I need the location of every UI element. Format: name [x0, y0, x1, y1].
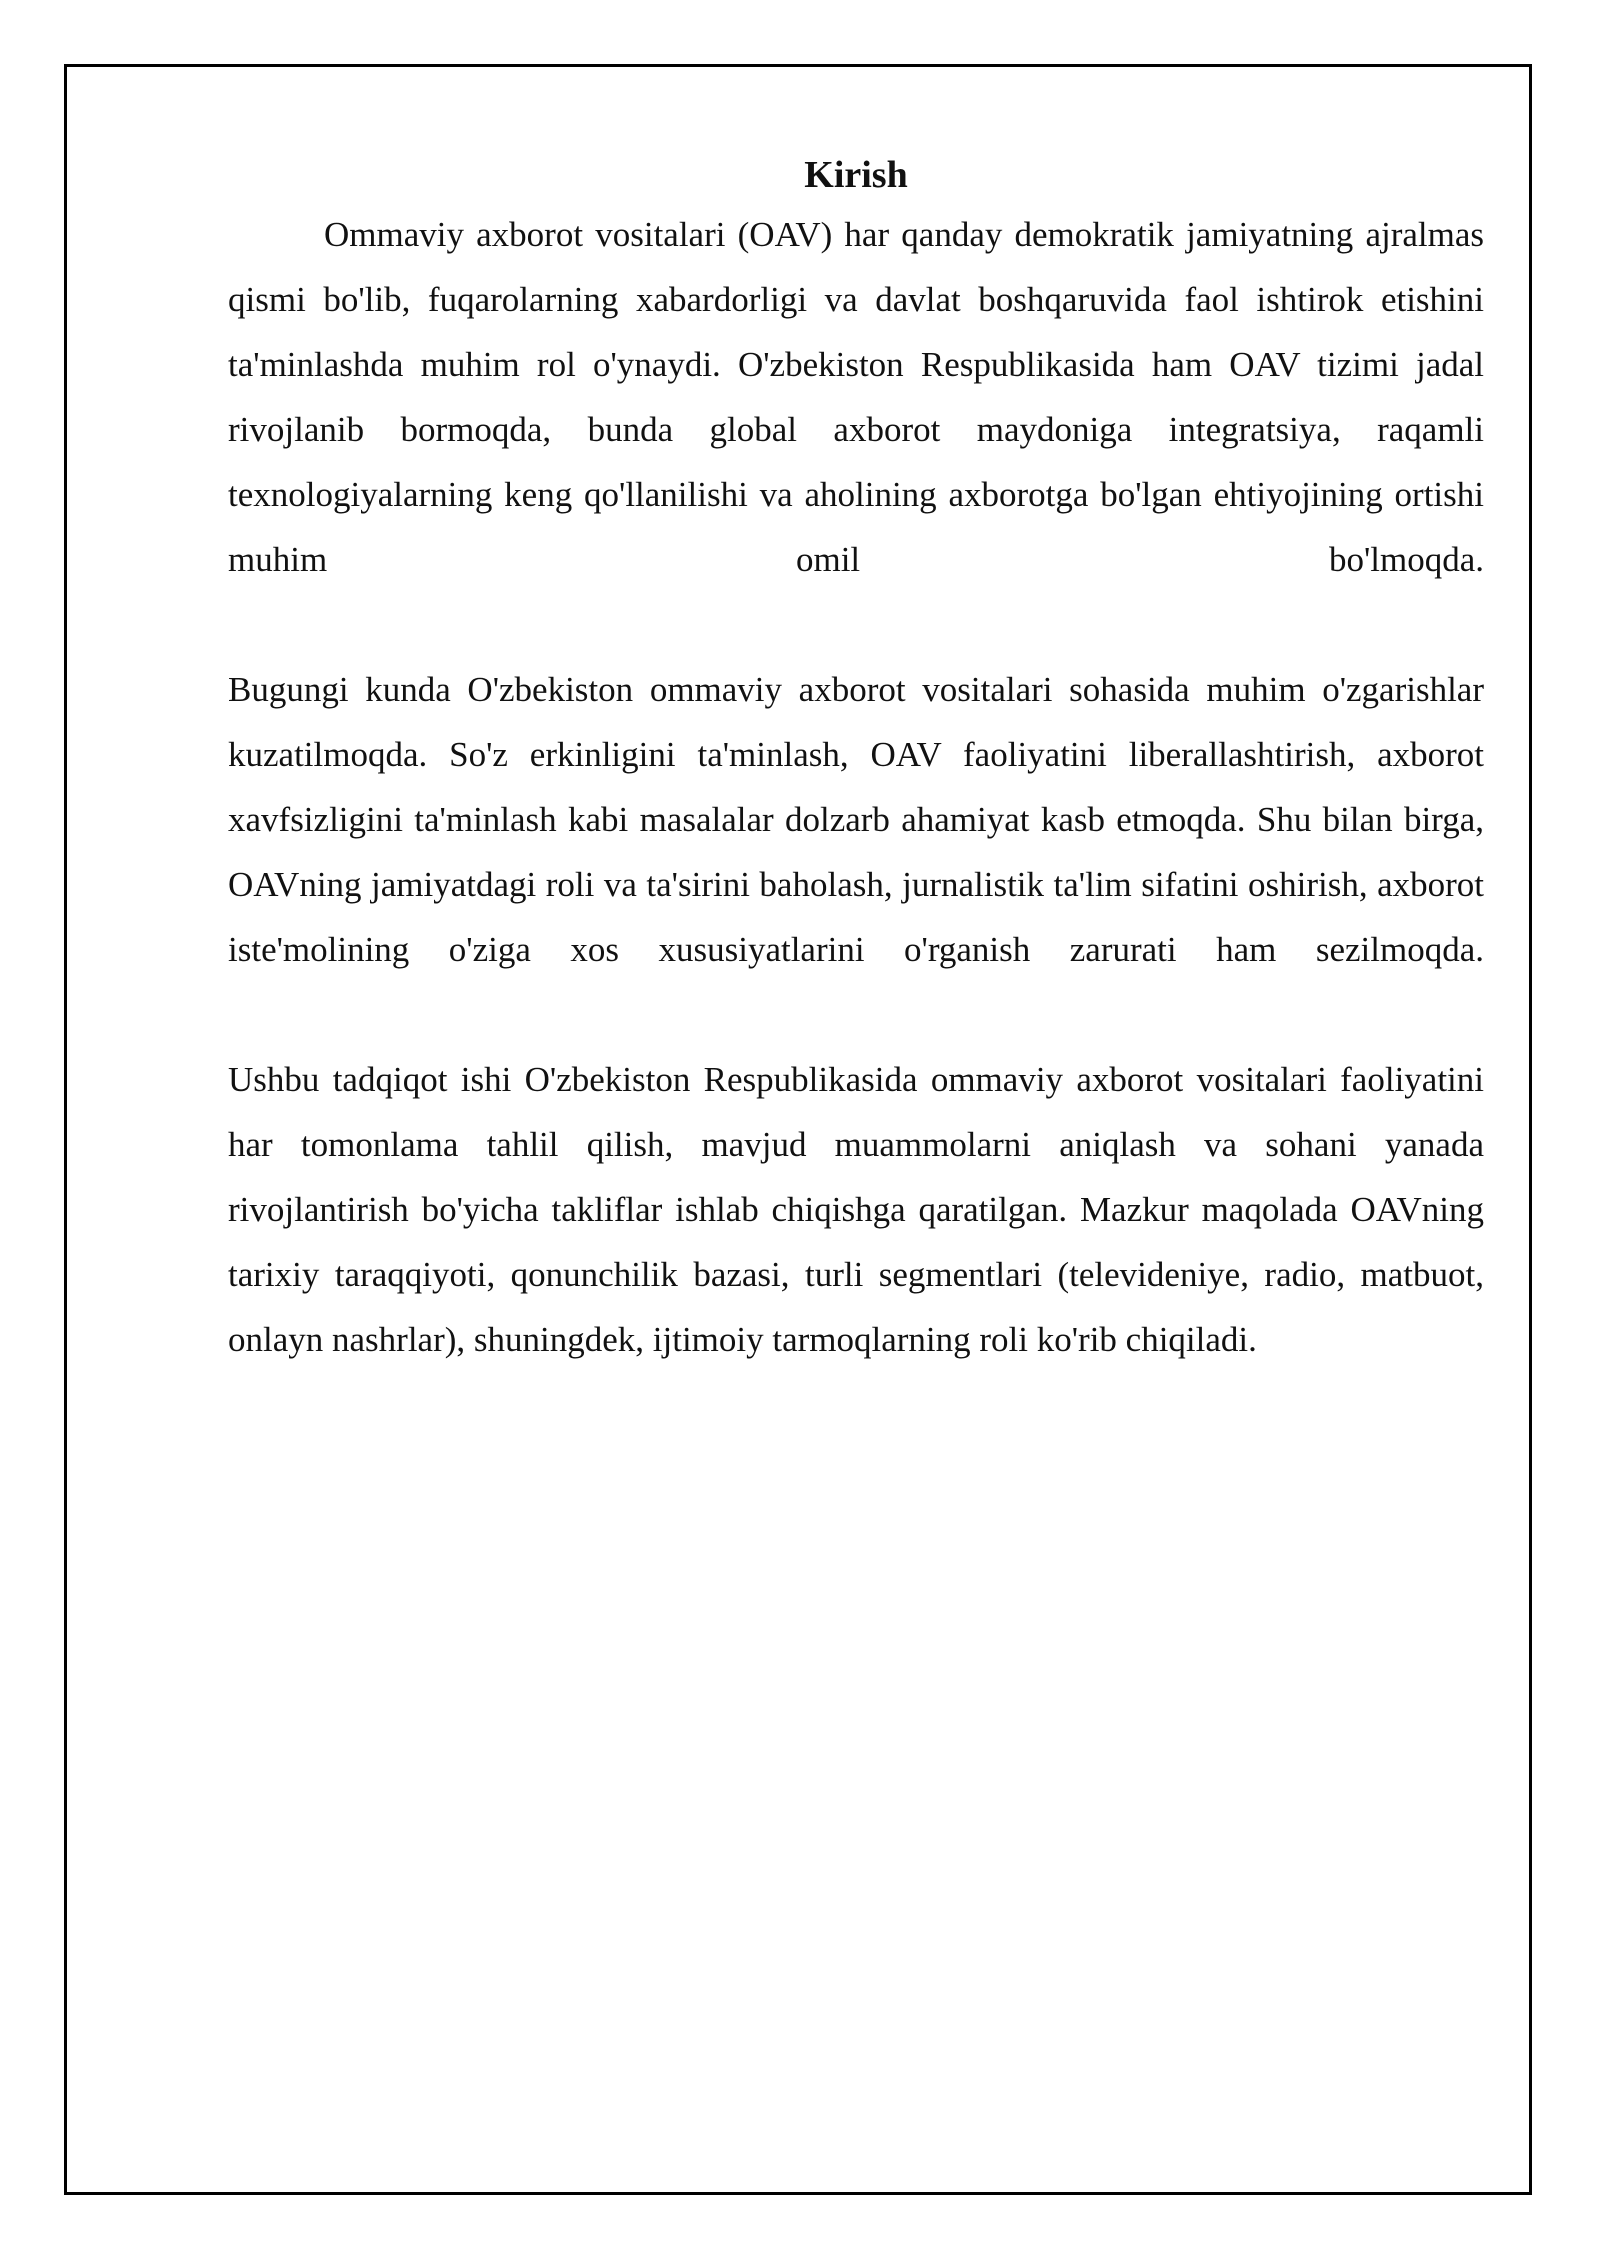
- paragraph-research-aim: Ushbu tadqiqot ishi O'zbekiston Respublikasida ommaviy axborot vositalari faoliyatini har tomonlama tahlil qilish, mavjud muammolarni aniqlash va sohani yanada rivojlantirish bo'yicha takliflar ishlab chiqishga qaratilgan. Mazkur maqolada OAVning tarixiy taraqqiyoti, qonunchilik bazasi, turli segmentlari (televideniye, radio, matbuot, onlayn nashrlar), shuningdek, ijtimoiy tarmoqlarning roli ko'rib chiqiladi.: [228, 1060, 1484, 1359]
- paragraph-spacer: [228, 982, 1484, 1047]
- paragraph-spacer: [228, 592, 1484, 657]
- paragraph-current-state: Bugungi kunda O'zbekiston ommaviy axborot vositalari sohasida muhim o'zgarishlar kuzatilmoqda. So'z erkinligini ta'minlash, OAV faoliyatini liberallashtirish, axborot xavfsizligini ta'minlash kabi masalalar dolzarb ahamiyat kasb etmoqda. Shu bilan birga, OAVning jamiyatdagi roli va ta'sirini baholash, jurnalistik ta'lim sifatini oshirish, axborot iste'molining o'ziga xos xususiyatlarini o'rganish zarurati ham sezilmoqda.: [228, 670, 1484, 969]
- paragraph-intro: Ommaviy axborot vositalari (OAV) har qanday demokratik jamiyatning ajralmas qismi bo'lib, fuqarolarning xabardorligi va davlat boshqaruvida faol ishtirok etishini ta'minlashda muhim rol o'ynaydi. O'zbekiston Respublikasida ham OAV tizimi jadal rivojlanib bormoqda, bunda global axborot maydoniga integratsiya, raqamli texnologiyalarning keng qo'llanilishi va aholining axborotga bo'lgan ehtiyojining ortishi muhim omil bo'lmoqda.: [228, 215, 1484, 579]
- document-body: [228, 148, 1484, 1372]
- document-title: Kirish: [804, 154, 908, 196]
